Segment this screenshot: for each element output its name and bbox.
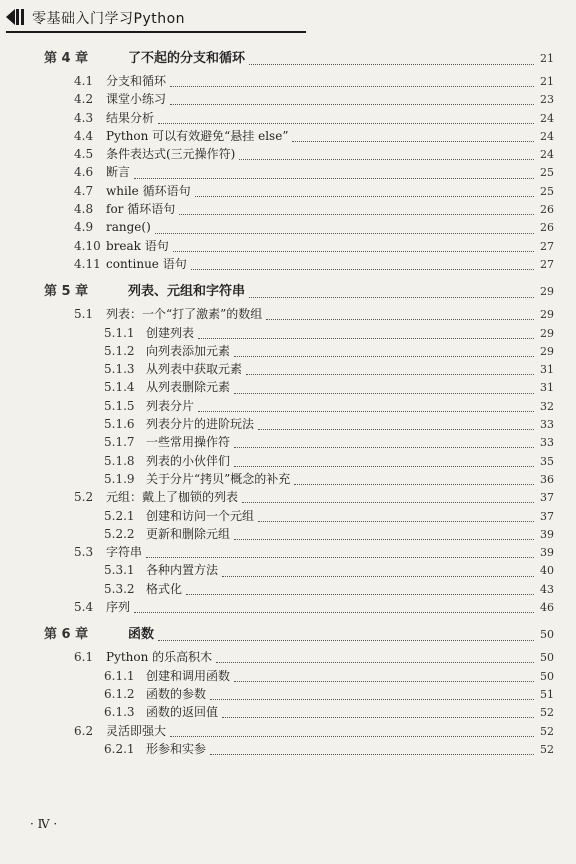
toc-entry-page: 52	[540, 742, 554, 756]
toc-entry-page: 24	[540, 111, 554, 125]
toc-entry-title: 函数	[128, 627, 155, 643]
dot-leader	[249, 288, 534, 298]
toc-entry-title: Python 可以有效避免“悬挂 else”	[106, 128, 289, 143]
toc-entry-number: 第 5 章	[44, 284, 89, 300]
dot-leader	[216, 653, 534, 663]
toc-sub-row[interactable]	[0, 703, 576, 721]
dot-leader	[155, 224, 534, 234]
dot-leader	[170, 95, 534, 105]
toc-entry-number: 4.4	[74, 128, 94, 143]
toc-entry-title: 关于分片“拷贝”概念的补充	[146, 471, 291, 486]
toc-entry-page: 52	[540, 706, 554, 720]
toc-section-row[interactable]	[0, 90, 576, 108]
toc-entry-number: 5.4	[74, 600, 94, 615]
toc-entry-title: for 循环语句	[106, 202, 176, 217]
toc-entry-page: 21	[540, 75, 554, 88]
toc-section-row[interactable]	[0, 218, 576, 236]
toc-sub-row[interactable]	[0, 342, 576, 360]
dot-leader	[234, 457, 534, 467]
toc-entry-page: 33	[540, 436, 554, 450]
toc-entry-number: 5.3.2	[104, 581, 135, 596]
dot-leader	[158, 631, 534, 641]
toc-entry-title: range()	[106, 220, 151, 235]
dot-leader	[246, 365, 534, 375]
toc-entry-number: 5.2.1	[104, 508, 135, 523]
toc-chapter-row[interactable]	[0, 279, 576, 305]
toc-entry-number: 5.3.1	[104, 563, 135, 578]
toc-section-row[interactable]	[0, 145, 576, 163]
toc-sub-row[interactable]	[0, 667, 576, 685]
toc-entry-page: 51	[540, 687, 554, 701]
toc-section-row[interactable]	[0, 163, 576, 181]
toc-entry-page: 39	[540, 546, 554, 560]
dot-leader	[134, 169, 534, 179]
dot-leader	[146, 548, 534, 558]
toc-entry-number: 4.3	[74, 110, 94, 125]
toc-entry-title: 字符串	[106, 545, 143, 560]
toc-entry-page: 40	[540, 564, 554, 578]
toc-entry-title: 课堂小练习	[106, 92, 167, 107]
dot-leader	[292, 132, 534, 142]
toc-entry-title: 各种内置方法	[146, 563, 219, 578]
toc-sub-row[interactable]	[0, 561, 576, 579]
dot-leader	[222, 567, 534, 577]
toc-entry-number: 4.2	[74, 92, 94, 107]
dot-leader	[266, 310, 534, 320]
toc-entry-number: 4.1	[74, 74, 94, 88]
toc-entry-number: 第 4 章	[44, 51, 89, 66]
toc-entry-number: 6.1	[74, 650, 94, 665]
dot-leader	[198, 329, 534, 339]
toc-entry-number: 5.2.2	[104, 526, 135, 541]
book-mark-icon	[6, 9, 28, 25]
toc-entry-title: 函数的参数	[146, 686, 207, 701]
toc-section-row[interactable]	[0, 488, 576, 506]
dot-leader	[134, 603, 534, 613]
toc-entry-page: 26	[540, 221, 554, 235]
dot-leader	[210, 690, 534, 700]
toc-sub-row[interactable]	[0, 470, 576, 488]
dot-leader	[234, 672, 534, 682]
toc-sub-row[interactable]	[0, 397, 576, 415]
toc-sub-row[interactable]	[0, 580, 576, 598]
toc-entry-title: 列表：一个“打了激素”的数组	[106, 307, 263, 322]
toc-section-row[interactable]	[0, 305, 576, 323]
toc-section-row[interactable]	[0, 109, 576, 127]
toc-entry-number: 5.1.2	[104, 343, 135, 358]
toc-entry-number: 4.5	[74, 147, 94, 162]
toc-entry-page: 29	[540, 344, 554, 358]
toc-section-row[interactable]	[0, 127, 576, 145]
toc-section-row[interactable]	[0, 543, 576, 561]
toc-entry-title: 向列表添加元素	[146, 343, 231, 358]
running-header	[0, 0, 576, 34]
dot-leader	[294, 475, 534, 485]
toc-entry-number: 4.9	[74, 220, 94, 235]
toc-entry-title: 格式化	[146, 581, 183, 596]
toc-section-row[interactable]	[0, 598, 576, 616]
toc-entry-title: 函数的返回值	[146, 705, 219, 720]
dot-leader	[170, 77, 534, 87]
toc-entry-number: 4.11	[74, 256, 101, 271]
dot-leader	[210, 745, 534, 755]
toc-entry-number: 4.10	[74, 238, 101, 253]
toc-entry-number: 6.1.3	[104, 705, 135, 720]
toc-chapter-row[interactable]	[0, 46, 576, 72]
toc-entry-page: 24	[540, 129, 554, 143]
toc-entry-page: 35	[540, 454, 554, 468]
toc-entry-title: 序列	[106, 600, 131, 615]
toc-entry-page: 43	[540, 582, 554, 596]
dot-leader	[258, 420, 534, 430]
toc-entry-title: 更新和删除元组	[146, 526, 231, 541]
toc-entry-number: 6.1.1	[104, 668, 135, 683]
toc-entry-number: 5.1.9	[104, 471, 135, 486]
dot-leader	[234, 530, 534, 540]
toc-entry-number: 5.1.4	[104, 380, 135, 395]
dot-leader	[198, 402, 534, 412]
toc-entry-title: 创建和访问一个元组	[146, 508, 255, 523]
toc-entry-title: 灵活即强大	[106, 723, 167, 738]
toc-entry-title: 元组：戴上了枷锁的列表	[106, 490, 239, 505]
toc-entry-page: 25	[540, 184, 554, 198]
toc-entry-title: 列表分片的进阶玩法	[146, 417, 255, 432]
dot-leader	[170, 727, 534, 737]
toc-entry-number: 6.1.2	[104, 686, 135, 701]
toc-entry-number: 5.1.8	[104, 453, 135, 468]
toc-entry-number: 5.1.1	[104, 325, 135, 340]
toc-entry-page: 36	[540, 472, 554, 486]
dot-leader	[234, 347, 534, 357]
toc-sub-row[interactable]	[0, 360, 576, 378]
toc-entry-page: 37	[540, 491, 554, 505]
dot-leader	[234, 438, 534, 448]
toc-entry-page: 50	[540, 669, 554, 683]
toc-entry-number: 5.3	[74, 545, 94, 560]
dot-leader	[249, 55, 534, 65]
toc-entry-page: 26	[540, 203, 554, 217]
toc-entry-page: 29	[540, 308, 554, 322]
toc-entry-number: 5.1.3	[104, 362, 135, 377]
toc-entry-title: 了不起的分支和循环	[128, 51, 246, 66]
toc-entry-page: 52	[540, 724, 554, 738]
toc-entry-page: 24	[540, 148, 554, 162]
toc-entry-page: 32	[540, 399, 554, 413]
toc-entry-number: 4.6	[74, 165, 94, 180]
table-of-contents	[0, 46, 576, 758]
toc-entry-title: 列表的小伙伴们	[146, 453, 231, 468]
book-title: 零基础入门学习Python	[32, 11, 186, 27]
toc-entry-number: 5.1	[74, 307, 94, 322]
toc-entry-page: 29	[540, 285, 554, 299]
dot-leader	[191, 260, 534, 270]
dot-leader	[173, 242, 534, 252]
toc-section-row[interactable]	[0, 237, 576, 255]
toc-sub-row[interactable]	[0, 452, 576, 470]
dot-leader	[234, 384, 534, 394]
toc-entry-number: 5.1.5	[104, 398, 135, 413]
toc-entry-page: 46	[540, 601, 554, 615]
toc-sub-row[interactable]	[0, 378, 576, 396]
toc-entry-title: 从列表中获取元素	[146, 362, 243, 377]
toc-entry-number: 5.1.7	[104, 435, 135, 450]
toc-entry-page: 33	[540, 418, 554, 432]
toc-section-row[interactable]	[0, 255, 576, 273]
toc-sub-row[interactable]	[0, 433, 576, 451]
dot-leader	[195, 187, 534, 197]
toc-section-row[interactable]	[0, 72, 576, 90]
toc-sub-row[interactable]	[0, 415, 576, 433]
toc-entry-page: 27	[540, 239, 554, 253]
toc-entry-number: 4.7	[74, 183, 94, 198]
toc-entry-page: 29	[540, 326, 554, 340]
toc-entry-page: 50	[540, 628, 554, 642]
toc-sub-row[interactable]	[0, 324, 576, 342]
page-number: · Ⅳ ·	[30, 817, 58, 831]
toc-entry-title: 结果分析	[106, 110, 155, 125]
toc-entry-title: 一些常用操作符	[146, 435, 231, 450]
toc-section-row[interactable]	[0, 182, 576, 200]
toc-entry-page: 39	[540, 527, 554, 541]
toc-entry-number: 6.2	[74, 723, 94, 738]
toc-chapter-row[interactable]	[0, 622, 576, 648]
toc-entry-page: 31	[540, 381, 554, 395]
toc-entry-title: break 语句	[106, 238, 169, 253]
dot-leader	[158, 114, 534, 124]
dot-leader	[242, 493, 534, 503]
dot-leader	[186, 585, 534, 595]
dot-leader	[239, 150, 534, 160]
toc-entry-title: 断言	[106, 165, 131, 180]
toc-entry-number: 5.1.6	[104, 417, 135, 432]
dot-leader	[258, 512, 534, 522]
toc-entry-title: continue 语句	[106, 256, 187, 271]
toc-entry-title: 列表、元组和字符串	[128, 284, 246, 300]
toc-entry-title: 创建列表	[146, 325, 195, 340]
toc-entry-title: while 循环语句	[106, 183, 191, 198]
toc-entry-title: 列表分片	[146, 398, 195, 413]
toc-sub-row[interactable]	[0, 685, 576, 703]
toc-entry-page: 21	[540, 52, 554, 65]
toc-sub-row[interactable]	[0, 507, 576, 525]
toc-section-row[interactable]	[0, 722, 576, 740]
toc-sub-row[interactable]	[0, 525, 576, 543]
toc-entry-number: 6.2.1	[104, 741, 135, 756]
toc-entry-number: 4.8	[74, 202, 94, 217]
dot-leader	[179, 205, 534, 215]
toc-entry-page: 50	[540, 651, 554, 665]
toc-entry-page: 31	[540, 363, 554, 377]
toc-entry-title: 创建和调用函数	[146, 668, 231, 683]
toc-entry-page: 27	[540, 257, 554, 271]
toc-entry-title: 形参和实参	[146, 741, 207, 756]
toc-entry-page: 37	[540, 509, 554, 523]
toc-entry-title: 从列表删除元素	[146, 380, 231, 395]
toc-section-row[interactable]	[0, 200, 576, 218]
toc-entry-title: 条件表达式(三元操作符)	[106, 147, 236, 162]
toc-section-row[interactable]	[0, 648, 576, 666]
toc-sub-row[interactable]	[0, 740, 576, 758]
toc-entry-number: 5.2	[74, 490, 94, 505]
toc-entry-number: 第 6 章	[44, 627, 89, 643]
toc-entry-page: 23	[540, 93, 554, 107]
header-rule	[6, 31, 306, 33]
dot-leader	[222, 708, 534, 718]
toc-entry-title: 分支和循环	[106, 74, 167, 88]
toc-entry-page: 25	[540, 166, 554, 180]
toc-entry-title: Python 的乐高积木	[106, 650, 213, 665]
